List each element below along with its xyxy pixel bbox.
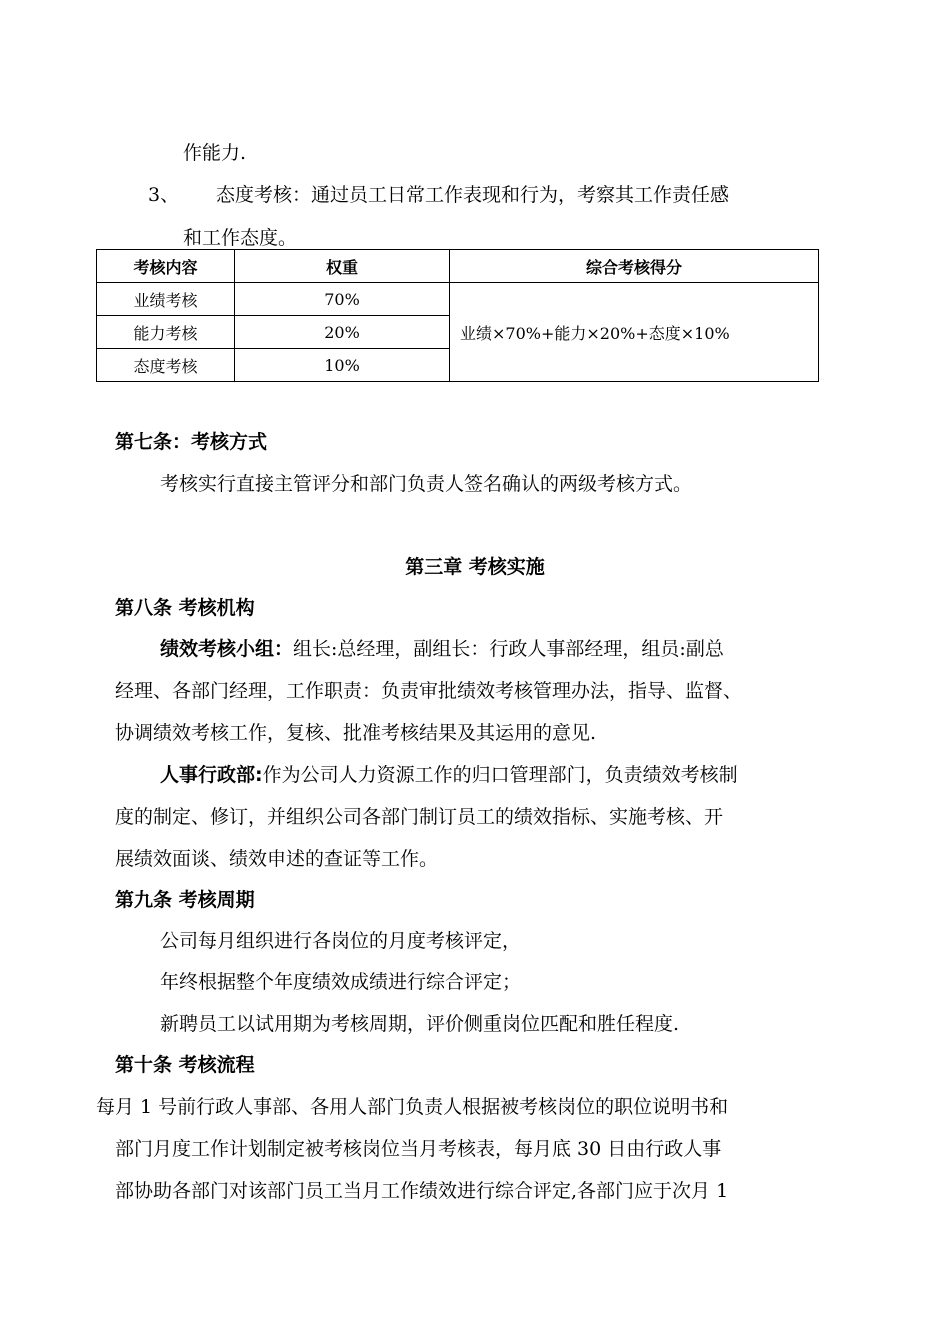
article-10-line-3: 部协助各部门对该部门员工当月工作绩效进行综合评定,各部门应于次月 1 xyxy=(115,1180,729,1202)
article-8-title: 第八条 考核机构 xyxy=(115,597,255,619)
article-7-title: 第七条：考核方式 xyxy=(115,431,268,453)
article-10-line-1: 每月 1 号前行政人事部、各用人部门负责人根据被考核岗位的职位说明书和 xyxy=(96,1096,729,1118)
article-8-hr-line-2: 度的制定、修订，并组织公司各部门制订员工的绩效指标、实施考核、开 xyxy=(115,806,724,828)
article-8-hr-line-1 xyxy=(160,763,738,787)
hr-text: 作为公司人力资源工作的归口管理部门，负责绩效考核制 xyxy=(262,764,738,786)
score-weight-table xyxy=(96,249,819,382)
table-cell-formula: 业绩×70%+能力×20%+态度×10% xyxy=(450,283,819,382)
table-cell-weight: 10% xyxy=(235,349,450,382)
article-9-line-3: 新聘员工以试用期为考核周期，评价侧重岗位匹配和胜任程度. xyxy=(160,1013,680,1035)
table-cell-item: 态度考核 xyxy=(97,349,235,382)
article-9-line-1: 公司每月组织进行各岗位的月度考核评定， xyxy=(160,930,522,952)
article-8-hr-line-3: 展绩效面谈、绩效申述的查证等工作。 xyxy=(115,848,439,870)
table-header-cell: 考核内容 xyxy=(97,250,235,283)
intro-line-1: 作能力. xyxy=(183,142,247,164)
hr-label: 人事行政部: xyxy=(160,764,263,786)
table-cell-item: 能力考核 xyxy=(97,316,235,349)
article-7-body: 考核实行直接主管评分和部门负责人签名确认的两级考核方式。 xyxy=(160,473,693,495)
table-row xyxy=(97,283,819,316)
item-number: 3、 xyxy=(148,184,180,206)
table-cell-weight: 20% xyxy=(235,316,450,349)
group-text: 组长:总经理，副组长：行政人事部经理，组员:副总 xyxy=(293,638,724,660)
article-10-title: 第十条 考核流程 xyxy=(115,1054,255,1076)
article-9-line-2: 年终根据整个年度绩效成绩进行综合评定； xyxy=(160,971,522,993)
table-cell-item: 业绩考核 xyxy=(97,283,235,316)
article-10-line-2: 部门月度工作计划制定被考核岗位当月考核表，每月底 30 日由行政人事 xyxy=(115,1138,722,1160)
table-cell-weight: 70% xyxy=(235,283,450,316)
article-8-group-line-3: 协调绩效考核工作，复核、批准考核结果及其运用的意见. xyxy=(115,722,597,744)
chapter-3-title: 第三章 考核实施 xyxy=(405,556,545,578)
group-label: 绩效考核小组： xyxy=(160,638,294,660)
item-text-continued: 和工作态度。 xyxy=(183,227,298,249)
item-text: 态度考核：通过员工日常工作表现和行为，考察其工作责任感 xyxy=(216,184,730,206)
table-header-cell: 权重 xyxy=(235,250,450,283)
table-header-row xyxy=(97,250,819,283)
table-header-cell: 综合考核得分 xyxy=(450,250,819,283)
article-8-group-line-2: 经理、各部门经理，工作职责：负责审批绩效考核管理办法，指导、监督、 xyxy=(115,680,743,702)
article-8-group-line-1 xyxy=(160,637,724,661)
article-9-title: 第九条 考核周期 xyxy=(115,889,255,911)
